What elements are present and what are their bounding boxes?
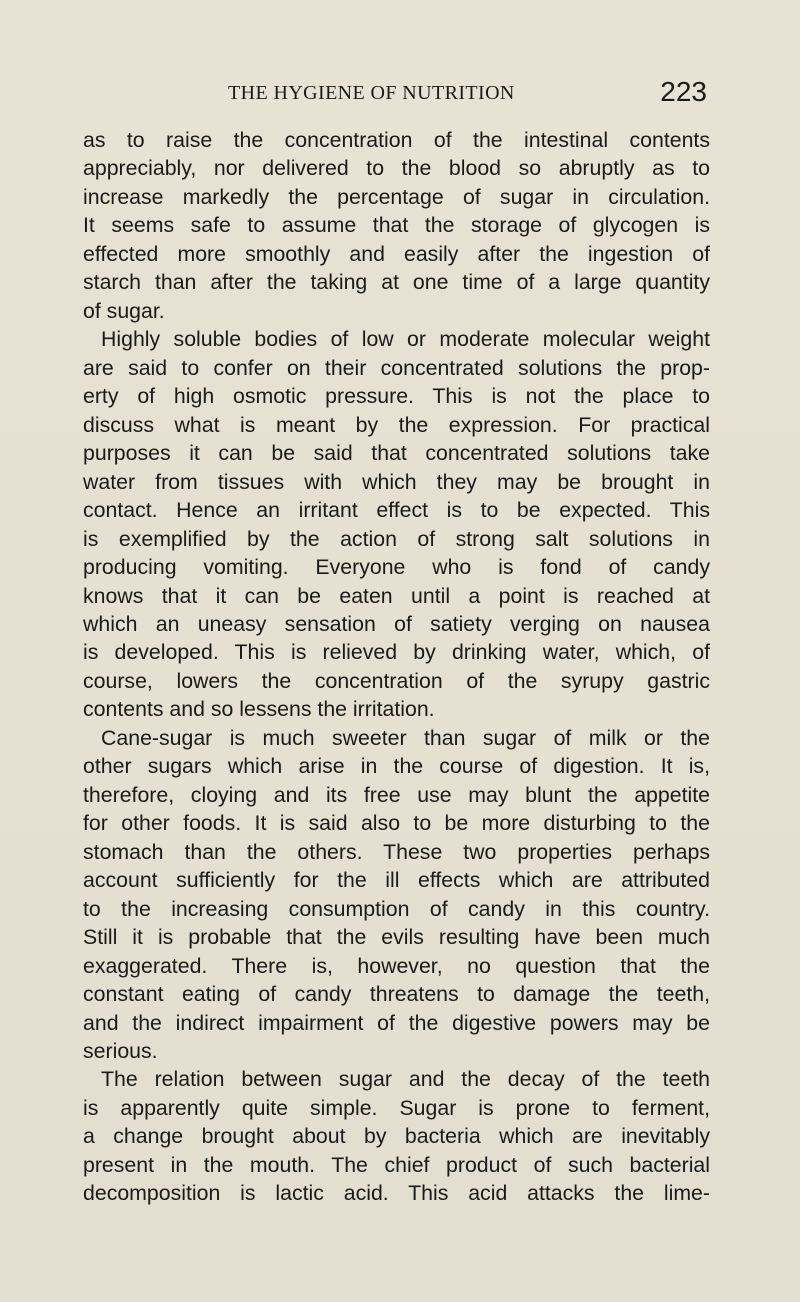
text-line: contents and so lessens the irritation. [83, 697, 435, 722]
text-line: purposes it can be said that concentrated solutions take [83, 441, 710, 466]
text-line: increase markedly the percentage of sugar in circulation. [83, 184, 710, 209]
text-line: It seems safe to assume that the storage of glycogen is [83, 213, 710, 238]
text-line: a change brought about by bacteria which are inevitably [83, 1124, 710, 1149]
text-line: constant eating of candy threatens to damage the teeth, [83, 982, 710, 1007]
text-line: knows that it can be eaten until a point is reached at [83, 583, 710, 608]
text-line: is apparently quite simple. Sugar is prone to ferment, [83, 1095, 710, 1120]
text-line: appreciably, nor delivered to the blood so abruptly as to [83, 156, 710, 181]
text-line: Cane-sugar is much sweeter than sugar of milk or the [101, 725, 710, 750]
text-line: exaggerated. There is, however, no question that the [83, 953, 710, 978]
text-line: is developed. This is relieved by drinking water, which, of [83, 640, 710, 665]
text-line: decomposition is lactic acid. This acid attacks the lime- [83, 1181, 710, 1206]
text-line: stomach than the others. These two properties perhaps [83, 839, 710, 864]
text-line: is exemplified by the action of strong salt solutions in [83, 526, 710, 551]
text-line: erty of high osmotic pressure. This is not the place to [83, 384, 710, 409]
text-line: starch than after the taking at one time of a large quantity [83, 270, 710, 295]
text-line: to the increasing consumption of candy in this country. [83, 896, 710, 921]
text-line: for other foods. It is said also to be more disturbing to the [83, 811, 710, 836]
text-line: other sugars which arise in the course of digestion. It is, [83, 754, 710, 779]
body-text [83, 126, 710, 1208]
page-number: 223 [660, 76, 707, 107]
text-line: and the indirect impairment of the digestive powers may be [83, 1010, 710, 1035]
text-line: water from tissues with which they may be brought in [83, 469, 710, 494]
text-line: producing vomiting. Everyone who is fond of candy [83, 555, 710, 580]
text-line: contact. Hence an irritant effect is to be expected. This [83, 498, 710, 523]
text-line: account sufficiently for the ill effects which are attributed [83, 868, 710, 893]
running-title: THE HYGIENE OF NUTRITION [228, 82, 515, 104]
text-line: Still it is probable that the evils resulting have been much [83, 925, 710, 950]
text-line: The relation between sugar and the decay of the teeth [101, 1067, 710, 1092]
running-head [83, 76, 707, 110]
text-line: are said to confer on their concentrated solutions the prop- [83, 355, 710, 380]
text-line: present in the mouth. The chief product of such bacterial [83, 1152, 710, 1177]
text-line: of sugar. [83, 298, 165, 323]
text-line: as to raise the concentration of the intestinal contents [83, 128, 710, 152]
text-line: therefore, cloying and its free use may blunt the appetite [83, 782, 710, 807]
text-line: serious. [83, 1039, 158, 1063]
text-line: discuss what is meant by the expression. For practical [83, 412, 710, 437]
text-line: course, lowers the concentration of the syrupy gastric [83, 668, 710, 693]
text-line: Highly soluble bodies of low or moderate molecular weight [101, 327, 710, 352]
text-line: effected more smoothly and easily after the ingestion of [83, 241, 710, 266]
text-line: which an uneasy sensation of satiety verging on nausea [83, 611, 710, 636]
